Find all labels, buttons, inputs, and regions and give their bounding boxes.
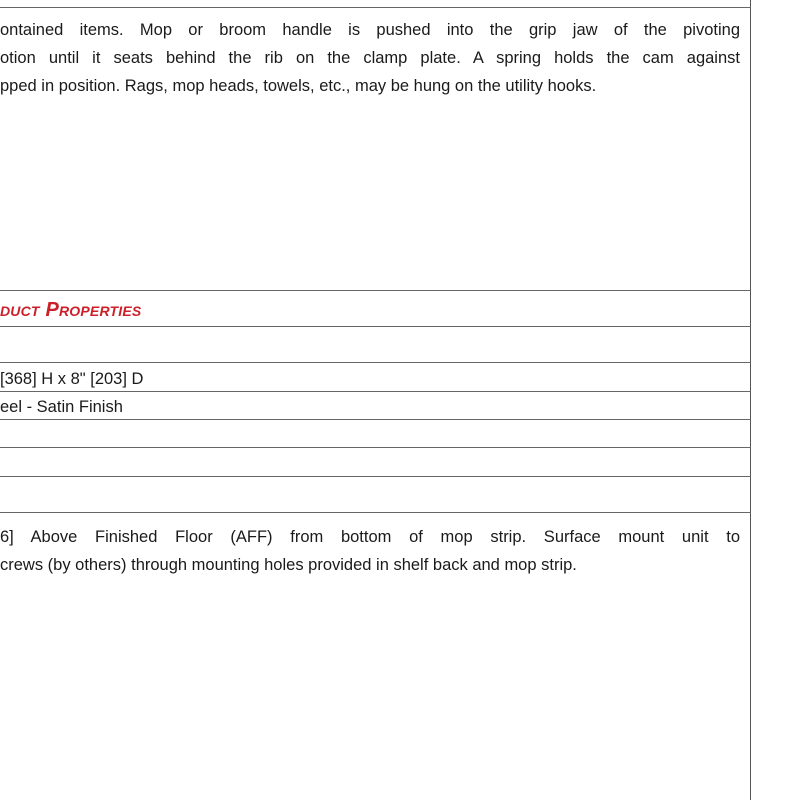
table-rule xyxy=(0,419,751,420)
installation-line: crews (by others) through mounting holes provided in shelf back and mop strip. xyxy=(0,556,577,574)
page-right-border xyxy=(750,0,751,800)
section-divider xyxy=(0,290,751,291)
installation-line: 6] Above Finished Floor (AFF) from bottom of mop strip. Surface mount unit to xyxy=(0,528,740,546)
property-row: eel - Satin Finish xyxy=(0,398,123,416)
table-rule xyxy=(0,326,751,327)
table-rule xyxy=(0,476,751,477)
table-rule xyxy=(0,362,751,363)
table-rule xyxy=(0,391,751,392)
top-rule xyxy=(0,7,751,8)
description-line: pped in position. Rags, mop heads, towels, etc., may be hung on the utility hooks. xyxy=(0,77,597,95)
properties-heading: duct Properties xyxy=(0,299,142,321)
table-rule xyxy=(0,447,751,448)
table-rule xyxy=(0,512,751,513)
description-line: ontained items. Mop or broom handle is pushed into the grip jaw of the pivoting xyxy=(0,21,740,39)
description-line: otion until it seats behind the rib on the clamp plate. A spring holds the cam against xyxy=(0,49,740,67)
property-row: [368] H x 8" [203] D xyxy=(0,370,144,388)
